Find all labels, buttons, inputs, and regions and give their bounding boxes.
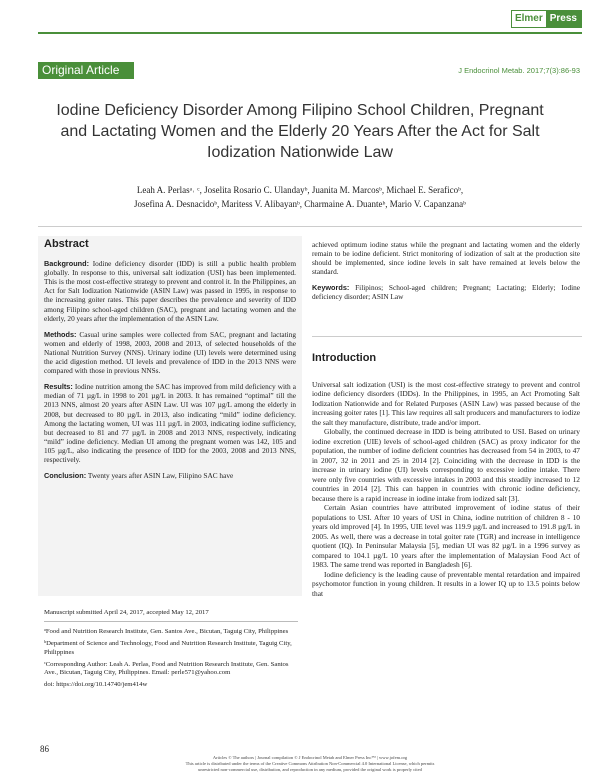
methods-text: Casual urine samples were collected from SAC, pregnant and lactating women and elderly of 1998, 2003, 2008 and 2013, of selected households of the National Nutrition Survey (NNS). Urinary iodine (UI) levels were determined using the acid digestion method. UI levels and prevalence of IDD in the 2013 NNS were compared with those in previous NNSs. <box>44 329 296 376</box>
affiliation-b: ᵇDepartment of Science and Technology, Food and Nutrition Research Institute, Taguig City, Philippines <box>44 640 292 656</box>
author-line-1: Leah A. Perlasᵃ˒ ᶜ, Joselita Rosario C. Ulandayᵇ, Juanita M. Marcosᵇ, Michael E. Seraficoᵇ, <box>136 185 464 195</box>
page-number: 86 <box>40 744 49 754</box>
publisher-logo-right: Press <box>546 11 581 27</box>
results-label: Results: <box>44 382 73 392</box>
paper-title: Iodine Deficiency Disorder Among Filipino School Children, Pregnant and Lactating Women and the Elderly 20 Years After the Act for Salt Iodization Nationwide Law <box>56 102 544 161</box>
divider <box>38 226 582 227</box>
abstract-heading: Abstract <box>44 238 89 250</box>
header-rule <box>38 32 582 34</box>
conclusion-text: Twenty years after ASIN Law, Filipino SAC have <box>87 471 234 481</box>
publisher-logo <box>511 10 582 28</box>
footer-line-2: This article is distributed under the terms of the Creative Commons Attribution Non-Commercial 4.0 International License, which permits <box>185 761 435 766</box>
submission-dates: Manuscript submitted April 24, 2017, accepted May 12, 2017 <box>44 609 209 616</box>
abstract-background <box>44 259 296 323</box>
notes-divider <box>44 621 298 622</box>
article-type-label: Original Article <box>38 62 134 79</box>
intro-paragraph-3: Certain Asian countries have attributed improvement of iodine status of their populations to USI. After 10 years of USI in China, iodine nutrition of children 8 - 10 years old improved [4]. In 1995, UIE level was 119.9 µg/L and increased to 191.8 µg/L in 2005. As well, there was a decrease in total goiter rate (TGR) and increase in intelligence quotient (IQ). In Peninsular Malaysia [5], median UI was 82 µg/L in a 1996 survey as compared to 104.1 µg/L 10 years after the implementation of Malaysian Food Act of 1983. The same trend was reported in Bangladesh [6]. <box>312 503 580 569</box>
abstract-methods <box>44 330 296 375</box>
introduction-section <box>312 354 580 598</box>
publisher-logo-left: Elmer <box>512 11 546 27</box>
journal-reference: J Endocrinol Metab. 2017;7(3):86-93 <box>458 66 580 75</box>
manuscript-notes <box>44 609 298 693</box>
background-text: Iodine deficiency disorder (IDD) is still a public health problem globally. In response to this, universal salt iodization (USI) has been implemented. This is the most cost-effective strategy to prevent and control it. In the Philippines, an Act for Salt Iodization Nationwide (ASIN Law) was passed in 1995, in response to the increasing goiter rates. This paper describes the prevalence and severity of IDD among Filipino school-aged children (SAC), pregnant and lactating women and the elderly, 20 years after the implementation of the ASIN Law. <box>44 259 297 323</box>
keywords-label: Keywords: <box>312 283 350 293</box>
corresponding-author: ᶜCorresponding Author: Leah A. Perlas, Food and Nutrition Research Institute, Gen. Santos Ave., Bicutan, Taguig City, Philippines. Email: perle571@yahoo.com <box>44 660 289 677</box>
conclusion-label: Conclusion: <box>44 471 87 481</box>
author-line-2: Josefina A. Desnacidoᵇ, Maritess V. Alibayanᵇ, Charmaine A. Duanteᵇ, Mario V. Capanzanaᵇ <box>134 199 466 209</box>
abstract-left <box>44 240 296 487</box>
affiliation-a: ᵃFood and Nutrition Research Institute, Gen. Santos Ave., Bicutan, Taguig City, Philippines <box>44 628 289 636</box>
methods-label: Methods: <box>44 329 77 339</box>
page-footer <box>38 755 582 773</box>
introduction-heading: Introduction <box>312 352 377 364</box>
keywords <box>312 283 580 301</box>
abstract-results <box>44 382 296 464</box>
conclusion-continued: achieved optimum iodine status while the pregnant and lactating women and the elderly remain to be iodine deficient. Strict monitoring of iodization of salt at the production site should be implemented, since iodine levels in salt have remained at levels below the standard. <box>312 240 580 277</box>
abstract-right <box>312 240 580 309</box>
author-list <box>70 183 530 211</box>
keywords-text: Filipinos; School-aged children; Pregnant; Lactating; Elderly; Iodine deficiency disorder; ASIN Law <box>312 283 581 302</box>
abstract-conclusion <box>44 471 296 480</box>
background-label: Background: <box>44 259 89 269</box>
results-text: Iodine nutrition among the SAC has improved from mild deficiency with a median of 71 µg/L in 1998 to 201 µg/L in 2003. It has remained “optimal” till the 2013 NNS, almost 20 years after ASIN Law. UI was 107 µg/L among the elderly in 2008, but decreased to 80 µg/L in 2013, also indicating “mild” iodine deficiency. Among the lactating women, UI was 111 µg/L in 2003, indicating iodine sufficiency, but decreased to 81 and 77 µg/L in 2008 and 2013 NNS, respectively, indicating “mild” iodine deficiency. Median UI among the pregnant women was 142, 105 and 105 µg/L, also indicating the presence of IDD for the 2003, 2008 and 2013 NNS, respectively. <box>44 382 296 464</box>
intro-paragraph-1: Universal salt iodization (USI) is the most cost-effective strategy to prevent and control iodine deficiency disorders (IDDs). In the Philippines, in 1995, an Act Promoting Salt Iodization Nationwide and for Related Purposes (ASIN Law) was passed because of the increasing goiter rates [1]. This law requires all salt producers and manufacturers to iodize the salt they manufacture, distribute, trade and/or import. <box>312 379 580 427</box>
footer-line-3: unrestricted non-commercial use, distribution, and reproduction in any medium, provided the original work is properly cited <box>198 767 422 772</box>
keywords-divider <box>312 336 582 337</box>
intro-paragraph-4: Iodine deficiency is the leading cause of preventable mental retardation and impaired psychomotor function in young children. It results in a lower IQ up to 13.5 points below that <box>312 569 580 598</box>
doi-link[interactable]: doi: https://doi.org/10.14740/jem414w <box>44 681 148 689</box>
footer-line-1: Articles © The authors | Journal compilation © J Endocrinol Metab and Elmer Press Inc™ | www.jofem.org <box>212 755 408 760</box>
intro-paragraph-2: Globally, the continued decrease in IDD is being attributed to USI. Based on urinary iodine excretion (UIE) levels of school-aged children (SAC) as proxy indicator for the population, the number of iodine deficient countries has decreased from 54 in 2003, to 47 in 2007, 32 in 2011 and 25 in 2014 [2]. Coinciding with the decrease in IDD is the increase in urinary iodine (UI) levels corresponding to excessive iodine intake. There were only five countries with excessive intakes in 2003 and this steadily increased to 12 countries in 2014 [2]. This can happen in countries with chronic iodine deficiency, because there is a rapid increase in iodine intake from iodized salt [3]. <box>312 427 580 503</box>
